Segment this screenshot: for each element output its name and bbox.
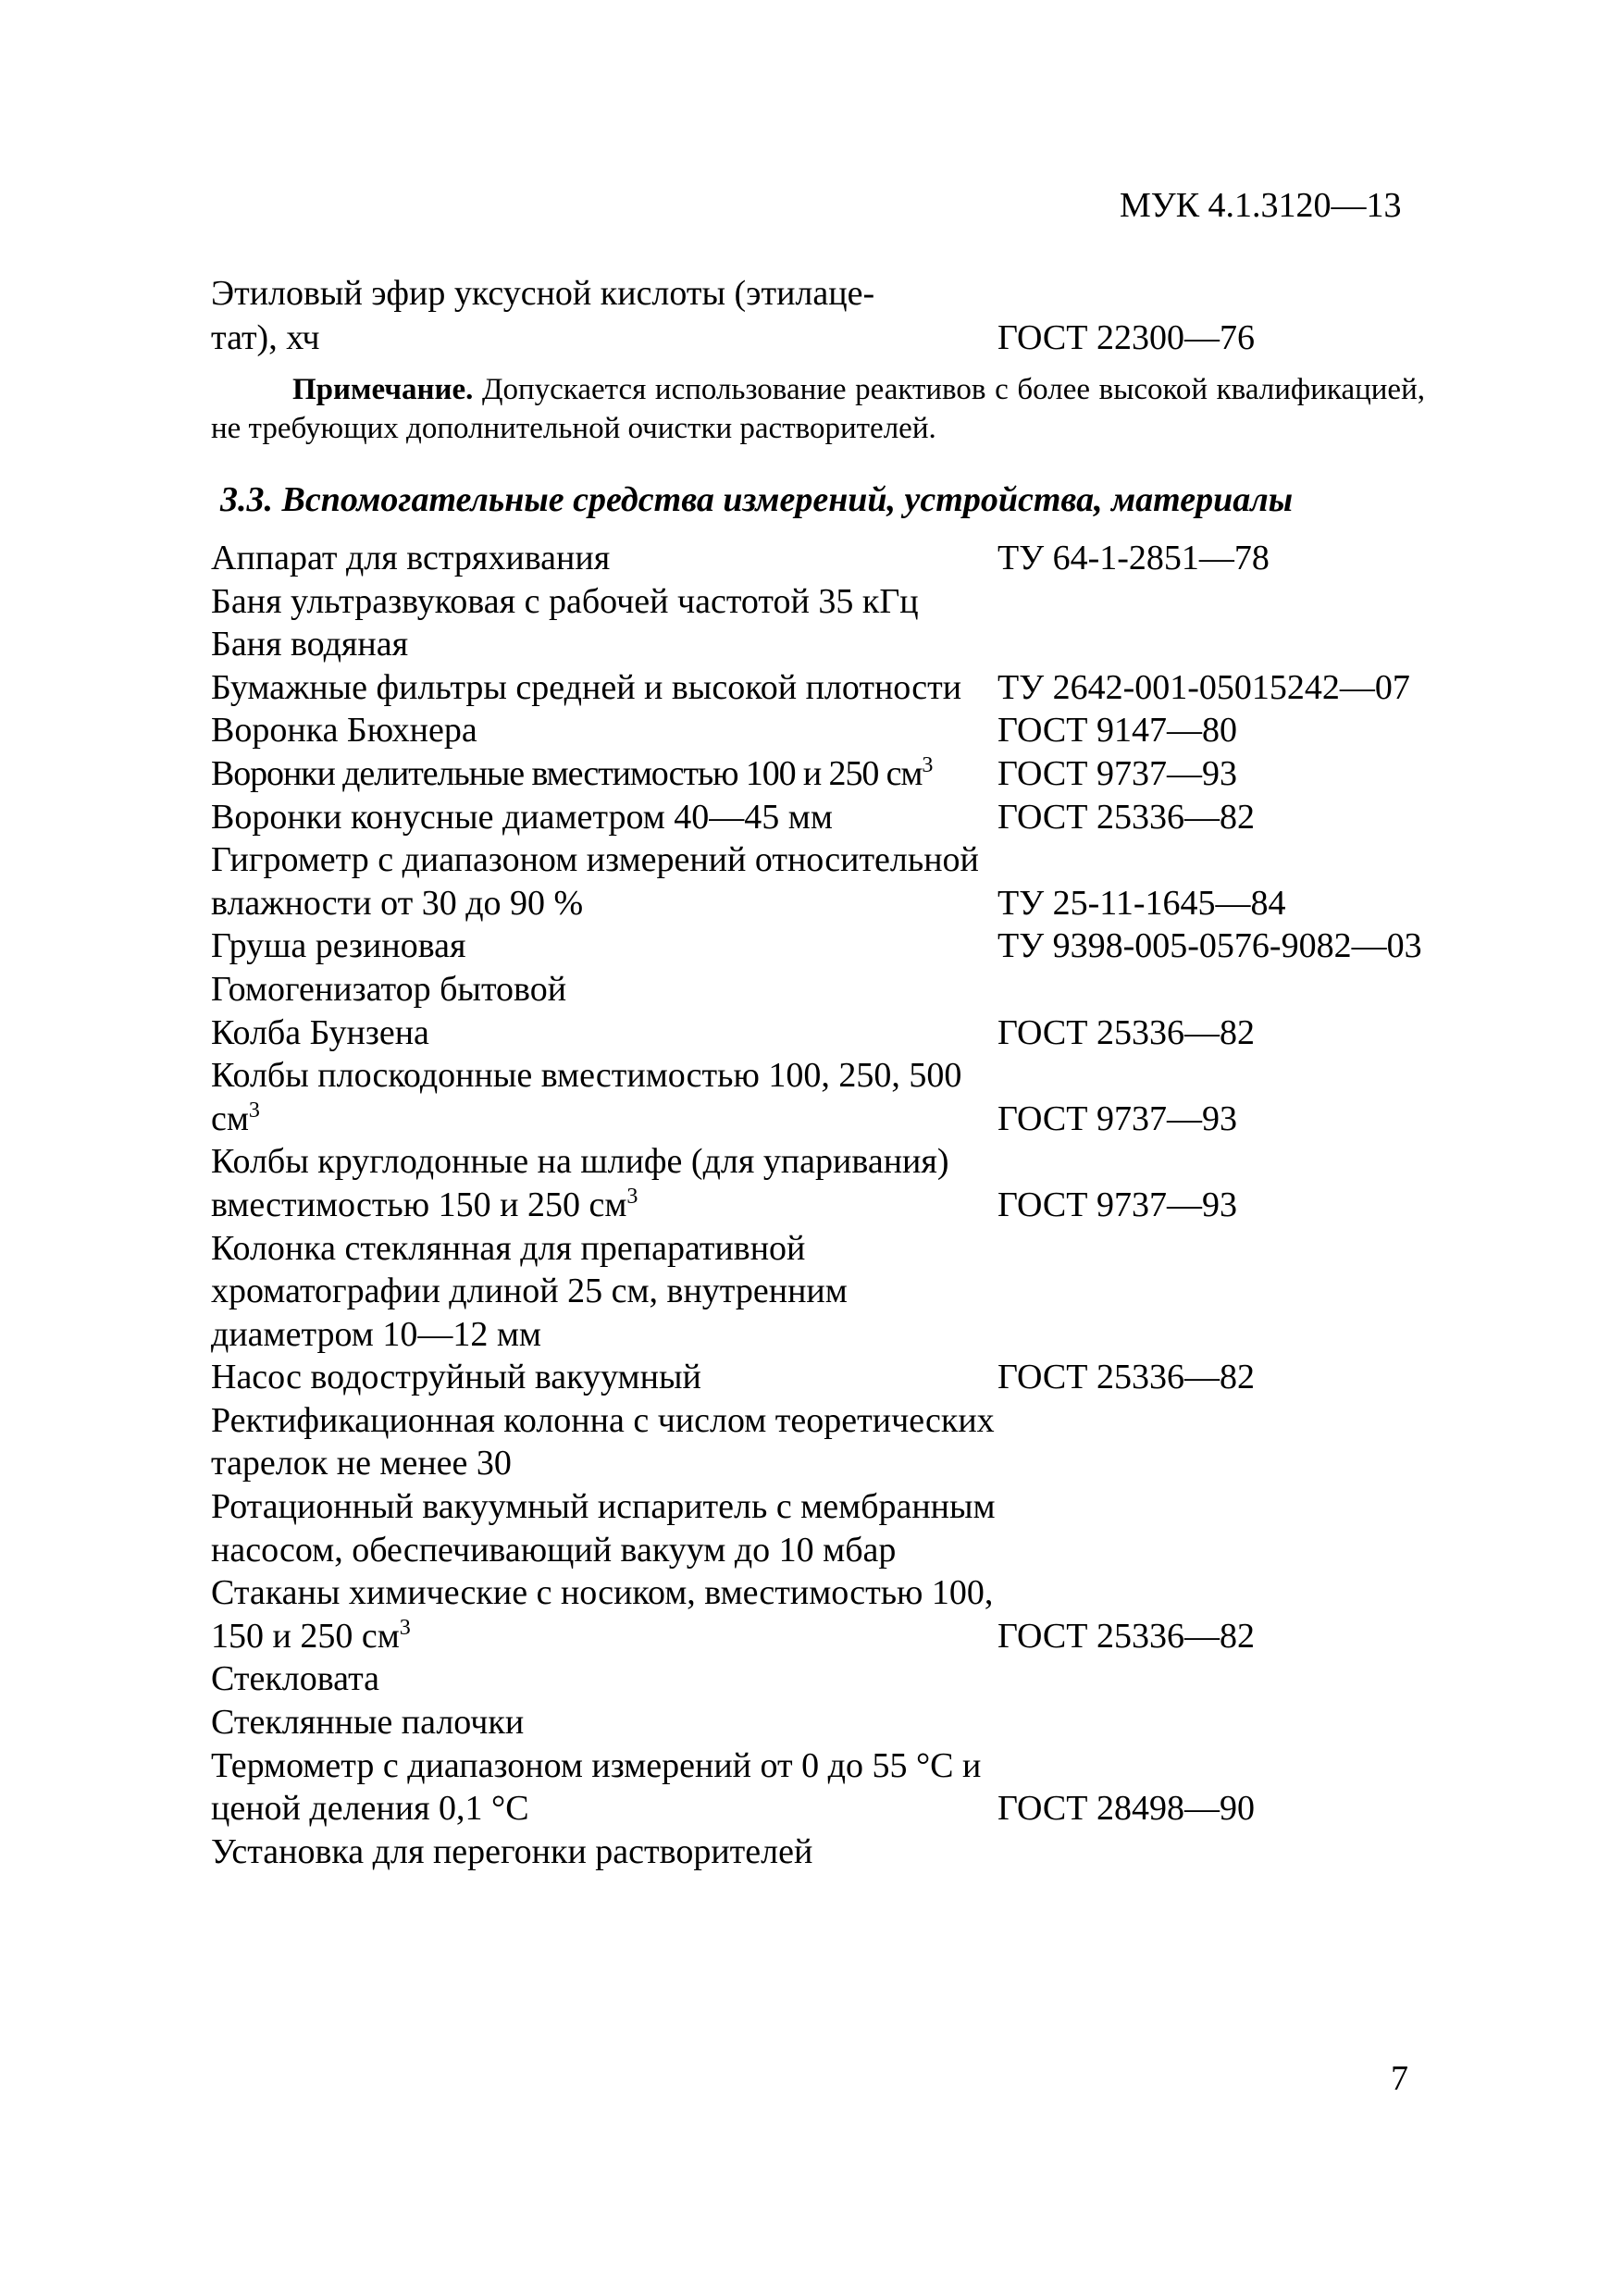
equipment-name xyxy=(211,666,997,710)
equipment-name-text: Колбы плоскодонные вместимостью 100, 250, 500 см xyxy=(211,1056,962,1138)
equipment-name xyxy=(211,1011,997,1055)
document-code: МУК 4.1.3120—13 xyxy=(1120,186,1402,225)
equipment-name-text: Бумажные фильтры средней и высокой плотности xyxy=(211,667,962,707)
equipment-item xyxy=(211,968,1506,1011)
equipment-standard: ГОСТ 25336—82 xyxy=(997,1012,1255,1052)
equipment-name-text: Насос водоструйный вакуумный xyxy=(211,1358,701,1397)
equipment-standard: ГОСТ 9737—93 xyxy=(997,1098,1237,1138)
equipment-item xyxy=(211,1571,1506,1657)
equipment-name-text: Груша резиновая xyxy=(211,926,466,966)
equipment-name xyxy=(211,623,997,666)
equipment-standard: ГОСТ 9737—93 xyxy=(997,753,1237,793)
equipment-name-text: Колонка стеклянная для препаративной хроматографии длиной 25 см, внутренним диаметром 10—12 мм xyxy=(211,1228,848,1354)
section-heading: 3.3. Вспомогательные средства измерений, устройства, материалы xyxy=(220,480,1294,519)
equipment-standard: ТУ 25-11-1645—84 xyxy=(997,883,1286,923)
equipment-unit-superscript: 3 xyxy=(922,752,933,777)
equipment-name xyxy=(211,925,997,968)
reagent-name-line2: тат), хч xyxy=(211,318,320,357)
equipment-standard: ГОСТ 9737—93 xyxy=(997,1185,1237,1224)
equipment-standard: ТУ 2642-001-05015242—07 xyxy=(997,667,1410,707)
note-label: Примечание. xyxy=(292,373,474,406)
equipment-item xyxy=(211,1227,1506,1357)
equipment-name-text: Воронки делительные вместимостью 100 и 250 см xyxy=(211,753,923,793)
equipment-name xyxy=(211,838,997,925)
equipment-list xyxy=(211,537,1506,1873)
equipment-name xyxy=(211,1140,997,1226)
equipment-item xyxy=(211,796,1506,839)
equipment-name-text: Стекловата xyxy=(211,1659,380,1699)
equipment-name xyxy=(211,1744,997,1831)
equipment-name xyxy=(211,1701,997,1744)
equipment-name-text: Аппарат для встряхивания xyxy=(211,539,611,577)
reagent-line-2 xyxy=(211,316,1488,360)
equipment-name xyxy=(211,1356,997,1399)
equipment-name-text: Баня водяная xyxy=(211,625,409,664)
reagent-entry xyxy=(211,271,1488,360)
equipment-name-text: Гомогенизатор бытовой xyxy=(211,969,567,1009)
equipment-standard: ТУ 64-1-2851—78 xyxy=(997,539,1270,577)
equipment-standard: ТУ 9398-005-0576-9082—03 xyxy=(997,926,1422,966)
equipment-item xyxy=(211,1701,1506,1744)
note-text: Допускается использование реактивов с более высокой квалификацией, не требующих дополнительной очистки растворителей. xyxy=(211,373,1425,445)
equipment-name xyxy=(211,709,997,752)
equipment-name-text: Колба Бунзена xyxy=(211,1012,429,1052)
equipment-standard: ГОСТ 25336—82 xyxy=(997,797,1255,837)
equipment-item xyxy=(211,838,1506,925)
equipment-name-text: Воронки конусные диаметром 40—45 мм xyxy=(211,797,833,837)
equipment-item xyxy=(211,1356,1506,1399)
equipment-item xyxy=(211,1657,1506,1701)
equipment-item xyxy=(211,1011,1506,1055)
equipment-name xyxy=(211,968,997,1011)
equipment-name xyxy=(211,1485,997,1571)
equipment-item xyxy=(211,709,1506,752)
equipment-unit-superscript: 3 xyxy=(248,1098,260,1123)
equipment-unit-superscript: 3 xyxy=(399,1615,411,1640)
equipment-name-text: Баня ультразвуковая с рабочей частотой 35 кГц xyxy=(211,581,919,621)
equipment-name xyxy=(211,1657,997,1701)
equipment-name xyxy=(211,752,997,796)
equipment-name-text: Ротационный вакуумный испаритель с мембранным насосом, обеспечивающий вакуум до 10 мбар xyxy=(211,1487,996,1570)
equipment-name xyxy=(211,580,997,624)
equipment-name-text: Колбы круглодонные на шлифе (для упаривания) вместимостью 150 и 250 см xyxy=(211,1142,949,1224)
equipment-unit-superscript: 3 xyxy=(626,1184,638,1209)
equipment-item xyxy=(211,1399,1506,1485)
equipment-standard: ГОСТ 28498—90 xyxy=(997,1789,1255,1829)
equipment-item xyxy=(211,1054,1506,1140)
equipment-name-text: Термометр с диапазоном измерений от 0 до 55 °С и ценой деления 0,1 °С xyxy=(211,1745,982,1829)
equipment-item xyxy=(211,1744,1506,1831)
equipment-name xyxy=(211,1227,997,1357)
equipment-name xyxy=(211,1831,997,1874)
equipment-item xyxy=(211,537,1506,580)
equipment-item xyxy=(211,580,1506,624)
equipment-standard: ГОСТ 9147—80 xyxy=(997,711,1237,751)
equipment-item xyxy=(211,752,1506,796)
equipment-name xyxy=(211,537,997,580)
equipment-standard: ГОСТ 25336—82 xyxy=(997,1616,1255,1656)
equipment-name xyxy=(211,1571,997,1657)
page-number: 7 xyxy=(1391,2059,1408,2098)
equipment-name xyxy=(211,796,997,839)
reagent-name-line1: Этиловый эфир уксусной кислоты (этилаце- xyxy=(211,274,875,313)
equipment-name-text: Стаканы химические с носиком, вместимостью 100, 150 и 250 см xyxy=(211,1573,994,1656)
equipment-item xyxy=(211,623,1506,666)
equipment-item xyxy=(211,925,1506,968)
equipment-name-text: Ректификационная колонна с числом теоретических тарелок не менее 30 xyxy=(211,1400,995,1483)
equipment-item xyxy=(211,1485,1506,1571)
note-paragraph xyxy=(211,370,1425,448)
equipment-name-text: Воронка Бюхнера xyxy=(211,711,477,751)
equipment-name-text: Стеклянные палочки xyxy=(211,1703,525,1743)
equipment-item xyxy=(211,666,1506,710)
equipment-item xyxy=(211,1831,1506,1874)
equipment-standard: ГОСТ 25336—82 xyxy=(997,1358,1255,1397)
equipment-name-text: Установка для перегонки растворителей xyxy=(211,1831,813,1871)
reagent-line-1 xyxy=(211,271,1488,316)
reagent-standard: ГОСТ 22300—76 xyxy=(997,318,1255,357)
equipment-name-text: Гигрометр с диапазоном измерений относительной влажности от 30 до 90 % xyxy=(211,840,979,923)
equipment-name xyxy=(211,1054,997,1140)
equipment-name xyxy=(211,1399,997,1485)
equipment-item xyxy=(211,1140,1506,1226)
